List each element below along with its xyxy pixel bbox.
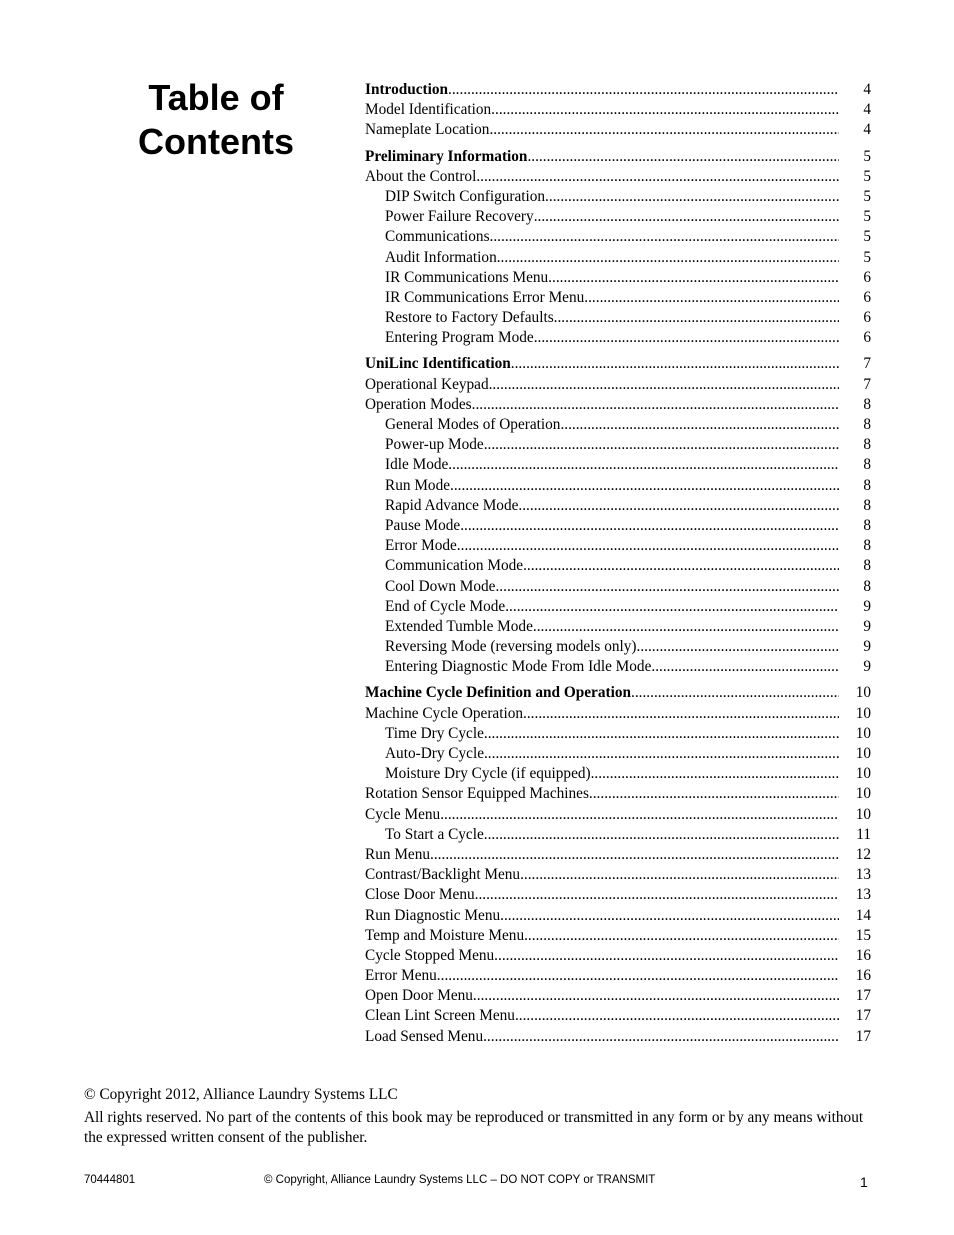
toc-entry[interactable] [365,415,871,435]
toc-entry[interactable] [365,986,871,1006]
toc-entry-label: Rapid Advance Mode [385,496,519,514]
toc-entry-label: Open Door Menu [365,987,473,1005]
toc-entry-page: 8 [863,496,871,514]
toc-section [365,354,871,677]
toc-entry-page: 10 [855,745,871,762]
toc-entry-page: 7 [863,375,871,393]
dot-leader [497,248,839,268]
dot-leader [534,328,839,348]
dot-leader [430,845,839,865]
toc-entry-page: 8 [863,577,871,595]
toc-entry-label: Run Menu [365,845,431,863]
toc-entry-label: IR Communications Menu [385,268,549,286]
toc-entry[interactable] [365,885,871,905]
toc-entry-page: 15 [855,926,871,944]
toc-entry-page: 10 [855,765,871,783]
toc-entry-label: Entering Program Mode [385,329,534,347]
toc-entry[interactable] [365,268,871,288]
toc-entry[interactable] [365,227,871,247]
toc-entry-label: Cool Down Mode [385,577,496,595]
toc-entry-page: 6 [863,309,871,327]
toc-entry-page: 10 [855,805,871,823]
dot-leader [450,476,839,496]
toc-entry-page: 10 [855,724,871,742]
toc-entry-label: Idle Mode [385,456,449,474]
toc-entry-page: 5 [863,147,871,165]
toc-entry[interactable] [365,704,871,724]
toc-entry-label: Run Mode [385,476,451,494]
dot-leader [460,516,839,536]
toc-entry-page: 5 [863,248,871,266]
toc-entry-label: Nameplate Location [365,121,490,139]
dot-leader [448,455,839,475]
toc-entry-label: Operation Modes [365,395,472,413]
dot-leader [472,395,839,415]
toc-entry-page: 4 [863,121,871,139]
toc-entry-page: 9 [863,617,871,635]
toc-entry-label: Power-up Mode [385,436,484,454]
toc-entry-page: 6 [863,288,871,306]
dot-leader [484,744,839,764]
toc-entry[interactable] [365,825,871,845]
dot-leader [534,207,839,227]
dot-leader [533,617,839,637]
toc-entry-page: 6 [863,329,871,347]
toc-entry[interactable] [365,328,871,348]
toc-entry-label: Reversing Mode (reversing models only) [385,638,637,656]
toc-entry-label: About the Control [365,167,477,185]
dot-leader [584,288,839,308]
toc-entry[interactable] [365,167,871,187]
dot-leader [491,100,839,120]
toc-entry-label: Load Sensed Menu [365,1027,484,1045]
toc-entry[interactable] [365,966,871,986]
toc-entry[interactable] [365,187,871,207]
toc-entry-page: 8 [863,456,871,474]
dot-leader [631,683,839,703]
toc-entry[interactable] [365,476,871,496]
toc-entry-page: 8 [863,436,871,454]
dot-leader [524,926,839,946]
toc-entry-label: Temp and Moisture Menu [365,926,525,944]
toc-entry-label: Run Diagnostic Menu [365,906,501,924]
toc-entry[interactable] [365,617,871,637]
table-of-contents [365,80,871,1053]
toc-entry-page: 13 [855,866,871,884]
dot-leader [476,167,839,187]
toc-entry[interactable] [365,288,871,308]
toc-entry[interactable] [365,395,871,415]
toc-entry[interactable] [365,207,871,227]
toc-entry[interactable] [365,308,871,328]
toc-entry-page: 8 [863,476,871,494]
copyright-block [84,1085,874,1148]
dot-leader [511,354,839,374]
dot-leader [651,657,839,677]
toc-entry-page: 14 [855,906,871,924]
toc-entry-label: Preliminary Information [365,147,528,165]
toc-entry-page: 5 [863,187,871,205]
dot-leader [440,805,839,825]
dot-leader [523,556,839,576]
toc-entry[interactable] [365,120,871,140]
dot-leader [484,435,839,455]
toc-entry[interactable] [365,865,871,885]
toc-entry-label: Rotation Sensor Equipped Machines [365,785,589,803]
toc-entry[interactable] [365,1027,871,1047]
toc-entry-label: Restore to Factory Defaults [385,309,554,327]
toc-entry[interactable] [365,784,871,804]
toc-entry-label: Close Door Menu [365,886,475,904]
toc-entry-label: Operational Keypad [365,375,489,393]
dot-leader [490,227,839,247]
toc-entry[interactable] [365,657,871,677]
toc-entry[interactable] [365,147,871,167]
toc-entry-label: Introduction [365,81,449,98]
toc-entry[interactable] [365,637,871,657]
toc-entry-page: 6 [863,268,871,286]
toc-entry-label: Moisture Dry Cycle (if equipped) [385,765,591,783]
toc-entry[interactable] [365,354,871,374]
toc-entry-label: Contrast/Backlight Menu [365,866,521,884]
toc-entry-page: 13 [855,886,871,904]
toc-entry[interactable] [365,724,871,744]
dot-leader [484,724,839,744]
toc-entry-label: Audit Information [385,248,497,266]
dot-leader [484,825,839,845]
toc-entry-page: 4 [863,81,871,98]
dot-leader [489,375,839,395]
toc-entry-page: 9 [863,638,871,656]
toc-entry-label: DIP Switch Configuration [385,187,546,205]
toc-entry[interactable] [365,926,871,946]
toc-entry-page: 7 [863,355,871,373]
toc-entry[interactable] [365,845,871,865]
page-number: 1 [860,1174,868,1190]
toc-entry[interactable] [365,683,871,703]
document-number: 70444801 [84,1174,136,1186]
copyright-line: © Copyright 2012, Alliance Laundry Systems LLC [84,1086,398,1103]
dot-leader [500,906,839,926]
dot-leader [548,268,839,288]
toc-entry-label: Power Failure Recovery [385,208,534,226]
toc-entry-label: Pause Mode [385,516,461,534]
toc-entry-label: Cycle Menu [365,805,441,823]
toc-entry-label: Entering Diagnostic Mode From Idle Mode [385,658,652,676]
dot-leader [589,784,839,804]
toc-entry[interactable] [365,80,871,100]
toc-entry[interactable] [365,764,871,784]
toc-entry[interactable] [365,455,871,475]
toc-entry-label: IR Communications Error Menu [385,288,585,306]
toc-entry-page: 17 [855,1027,871,1045]
dot-leader [637,637,840,657]
toc-entry-label: UniLinc Identification [365,355,511,373]
dot-leader [560,415,839,435]
toc-entry[interactable] [365,577,871,597]
toc-entry-page: 9 [863,597,871,615]
toc-entry[interactable] [365,100,871,120]
toc-entry-label: Extended Tumble Mode [385,617,533,635]
toc-entry-page: 8 [863,516,871,534]
toc-entry[interactable] [365,744,871,764]
rights-statement: All rights reserved. No part of the contents of this book may be reproduced or transmitted in any form or by any means without the expressed written consent of the publisher. [84,1109,864,1146]
page-title [118,76,314,164]
dot-leader [554,308,839,328]
dot-leader [518,496,839,516]
toc-entry-page: 9 [863,658,871,676]
toc-section [365,80,871,141]
toc-entry[interactable] [365,906,871,926]
toc-section [365,147,871,349]
toc-entry-label: Clean Lint Screen Menu [365,1007,515,1025]
toc-entry-page: 11 [856,825,871,843]
toc-entry-label: To Start a Cycle [385,825,484,843]
dot-leader [523,704,839,724]
toc-entry-page: 5 [863,167,871,185]
toc-entry-label: Cycle Stopped Menu [365,946,495,964]
toc-entry-label: General Modes of Operation [385,416,561,433]
toc-entry[interactable] [365,556,871,576]
toc-entry-page: 17 [855,1007,871,1025]
toc-entry-label: Error Menu [365,967,437,985]
toc-entry-page: 8 [863,395,871,413]
page-title-line-2: Contents [138,121,294,162]
dot-leader [505,597,839,617]
dot-leader [591,764,839,784]
toc-entry-label: Auto-Dry Cycle [385,745,484,762]
toc-entry[interactable] [365,375,871,395]
toc-entry-page: 5 [863,208,871,226]
toc-entry-page: 8 [863,537,871,555]
dot-leader [494,946,839,966]
dot-leader [437,966,839,986]
toc-entry-page: 10 [855,684,871,702]
dot-leader [475,885,839,905]
dot-leader [527,147,839,167]
dot-leader [473,986,839,1006]
toc-entry-page: 10 [855,785,871,803]
toc-entry[interactable] [365,536,871,556]
toc-entry-label: Time Dry Cycle [385,724,484,742]
page-title-line-1: Table of [148,77,284,118]
toc-entry-page: 16 [855,946,871,964]
toc-entry-page: 5 [863,228,871,246]
toc-entry-label: Machine Cycle Operation [365,704,524,722]
dot-leader [495,577,839,597]
toc-entry[interactable] [365,597,871,617]
toc-entry-page: 12 [855,845,871,863]
toc-entry[interactable] [365,496,871,516]
toc-entry-page: 16 [855,967,871,985]
toc-entry-page: 8 [863,557,871,575]
dot-leader [448,80,839,100]
dot-leader [483,1027,839,1047]
toc-entry[interactable] [365,1006,871,1026]
toc-section [365,683,871,1046]
dot-leader [515,1006,839,1026]
toc-entry-label: Communications [385,228,490,246]
toc-entry[interactable] [365,435,871,455]
toc-entry-label: Error Mode [385,537,457,555]
dot-leader [545,187,839,207]
toc-entry-page: 10 [855,704,871,722]
toc-entry[interactable] [365,516,871,536]
dot-leader [457,536,839,556]
toc-entry-page: 8 [863,416,871,433]
toc-entry-label: End of Cycle Mode [385,597,506,615]
toc-entry-label: Communication Mode [385,557,524,575]
toc-entry-label: Machine Cycle Definition and Operation [365,684,631,702]
toc-entry[interactable] [365,946,871,966]
dot-leader [520,865,839,885]
toc-entry-page: 17 [855,987,871,1005]
toc-entry-label: Model Identification [365,101,492,119]
toc-entry[interactable] [365,248,871,268]
toc-entry[interactable] [365,805,871,825]
footer-notice: © Copyright, Alliance Laundry Systems LLC – DO NOT COPY or TRANSMIT [264,1174,656,1186]
dot-leader [489,120,839,140]
toc-entry-page: 4 [863,101,871,119]
